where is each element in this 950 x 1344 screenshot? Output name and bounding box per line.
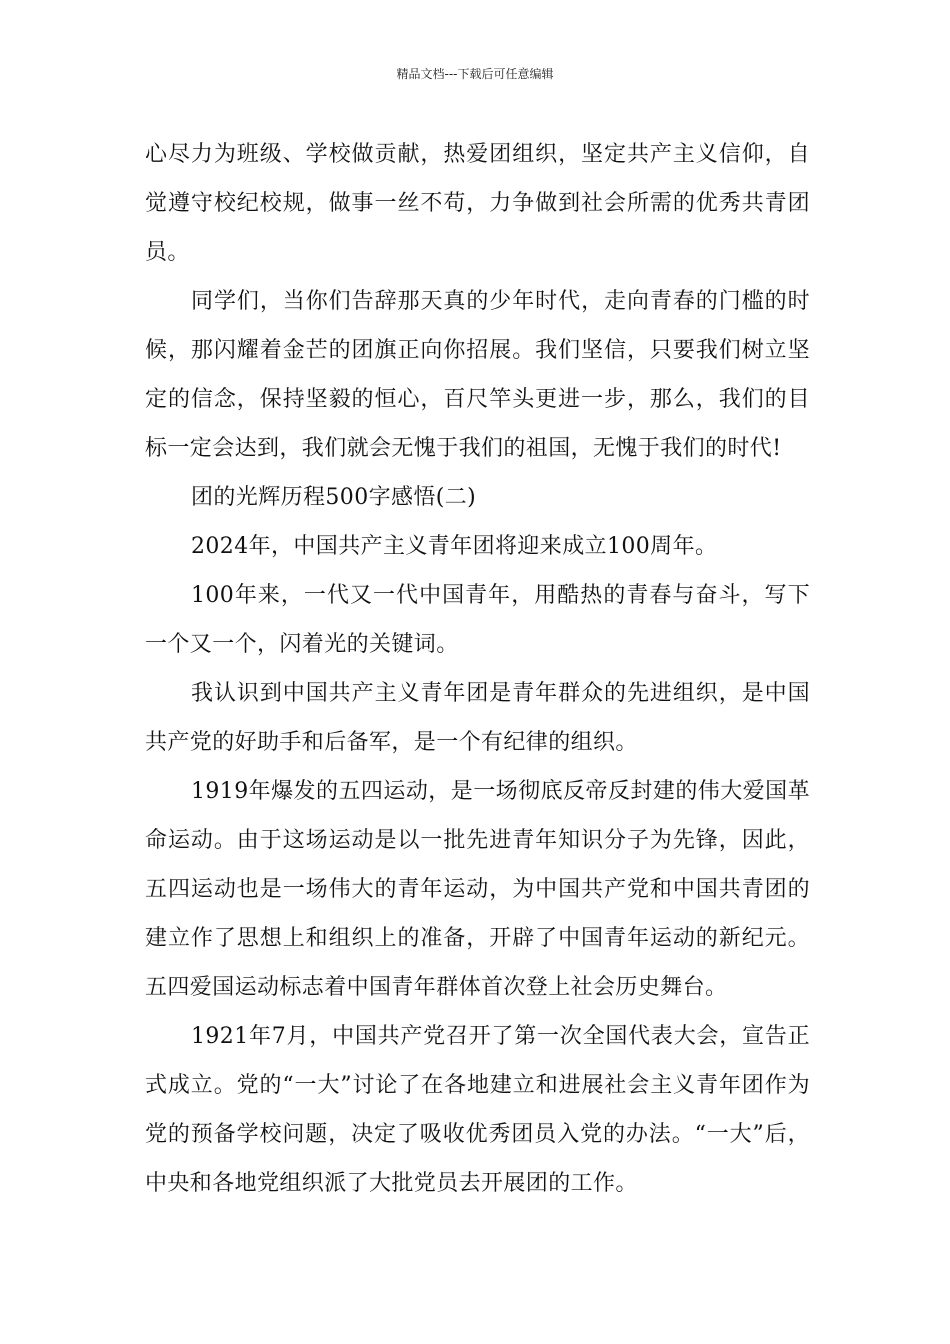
paragraph-continuation: 心尽力为班级、学校做贡献，热爱团组织，坚定共产主义信仰，自觉遵守校纪校规，做事一丝不苟，力争做到社会所需的优秀共青团员。 (145, 142, 810, 265)
paragraph-100-years: 100年来，一代又一代中国青年，用酷热的青春与奋斗，写下一个又一个，闪着光的关键词。 (145, 583, 810, 657)
paragraph-first-congress: 1921年7月，中国共产党召开了第一次全国代表大会，宣告正式成立。党的“一大”讨论了在各地建立和进展社会主义青年团作为党的预备学校问题，决定了吸收优秀团员入党的办法。“一大”后，中央和各地党组织派了大批党员去开展团的工作。 (145, 1024, 810, 1196)
paragraph-anniversary: 2024年，中国共产主义青年团将迎来成立100周年。 (191, 534, 718, 559)
paragraph-understanding: 我认识到中国共产主义青年团是青年群众的先进组织，是中国共产党的好助手和后备军，是一个有纪律的组织。 (145, 681, 810, 755)
section-heading: 团的光辉历程500字感悟(二) (191, 485, 477, 510)
paragraph-may-fourth: 1919年爆发的五四运动，是一场彻底反帝反封建的伟大爱国革命运动。由于这场运动是以一批先进青年知识分子为先锋，因此，五四运动也是一场伟大的青年运动，为中国共产党和中国共青团的建立作了思想上和组织上的准备，开辟了中国青年运动的新纪元。五四爱国运动标志着中国青年群体首次登上社会历史舞台。 (145, 779, 810, 1000)
page-header: 精品文档---下载后可任意编辑 (396, 67, 554, 81)
document-body (145, 130, 810, 1208)
paragraph-classmates: 同学们，当你们告辞那天真的少年时代，走向青春的门槛的时候，那闪耀着金芒的团旗正向你招展。我们坚信，只要我们树立坚定的信念，保持坚毅的恒心，百尺竿头更进一步，那么，我们的目标一定会达到，我们就会无愧于我们的祖国，无愧于我们的时代! (145, 289, 810, 461)
